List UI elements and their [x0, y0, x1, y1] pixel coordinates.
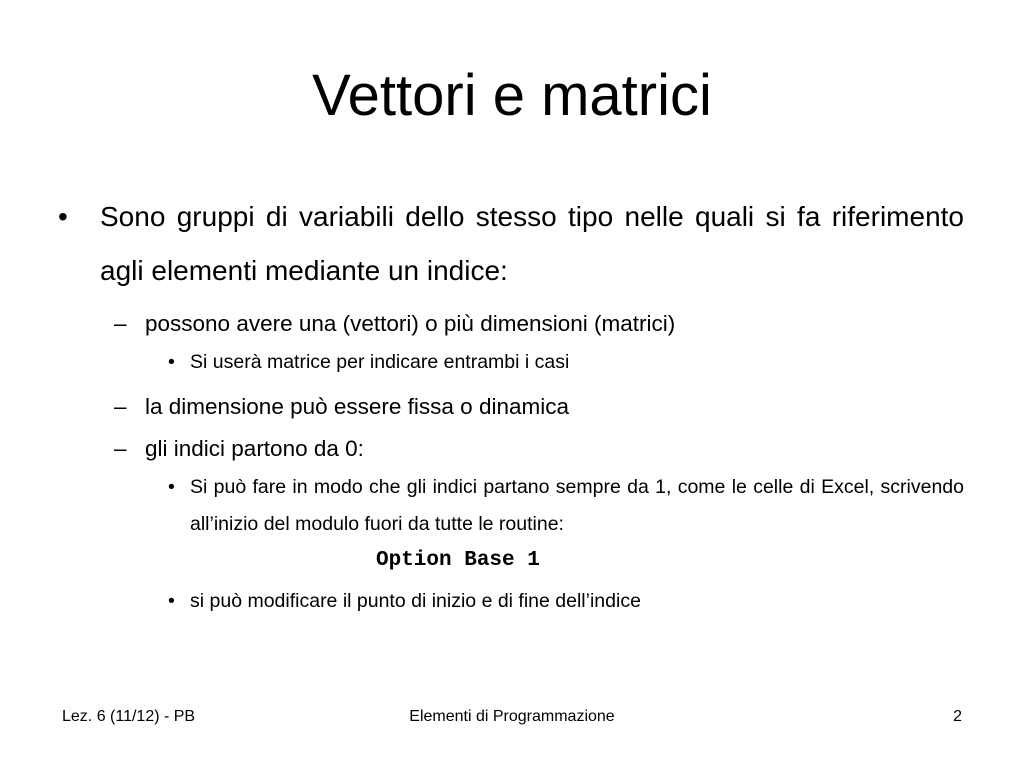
page-number: 2 — [953, 708, 962, 725]
subitem-level3 — [58, 583, 964, 620]
subitem-text: si può modificare il punto di inizio e di fine dell’indice — [190, 590, 641, 612]
subitem-level3 — [58, 344, 964, 381]
dash-marker: – — [114, 436, 127, 461]
subitem-text: possono avere una (vettori) o più dimensioni (matrici) — [145, 311, 676, 336]
subitem-level2 — [58, 433, 964, 465]
subitem-level2 — [58, 308, 964, 340]
bullet-marker: • — [168, 476, 175, 498]
subitem-text: Si può fare in modo che gli indici partano sempre da 1, come le celle di Excel, scrivendo all’inizio del modulo fuori da tutte le routine: — [190, 476, 964, 535]
slide-content — [58, 190, 964, 620]
subitem-level2 — [58, 391, 964, 423]
footer-left-text: Lez. 6 (11/12) - PB — [62, 708, 196, 725]
bullet-text: Sono gruppi di variabili dello stesso tipo nelle quali si fa riferimento agli elementi mediante un indice: — [100, 201, 964, 286]
bullet-marker: • — [168, 590, 175, 612]
subitem-text: Si userà matrice per indicare entrambi i casi — [190, 351, 570, 373]
subitem-level3 — [58, 469, 964, 543]
bullet-level1 — [58, 190, 964, 298]
bullet-marker: • — [168, 351, 175, 373]
dash-marker: – — [114, 311, 127, 336]
footer-center-text: Elementi di Programmazione — [409, 708, 615, 725]
subitem-text: gli indici partono da 0: — [145, 436, 364, 461]
bullet-marker: • — [58, 201, 68, 232]
dash-marker: – — [114, 394, 127, 419]
slide-title: Vettori e matrici — [312, 63, 712, 128]
code-snippet: Option Base 1 — [376, 549, 540, 572]
subitem-text: la dimensione può essere fissa o dinamica — [145, 394, 569, 419]
